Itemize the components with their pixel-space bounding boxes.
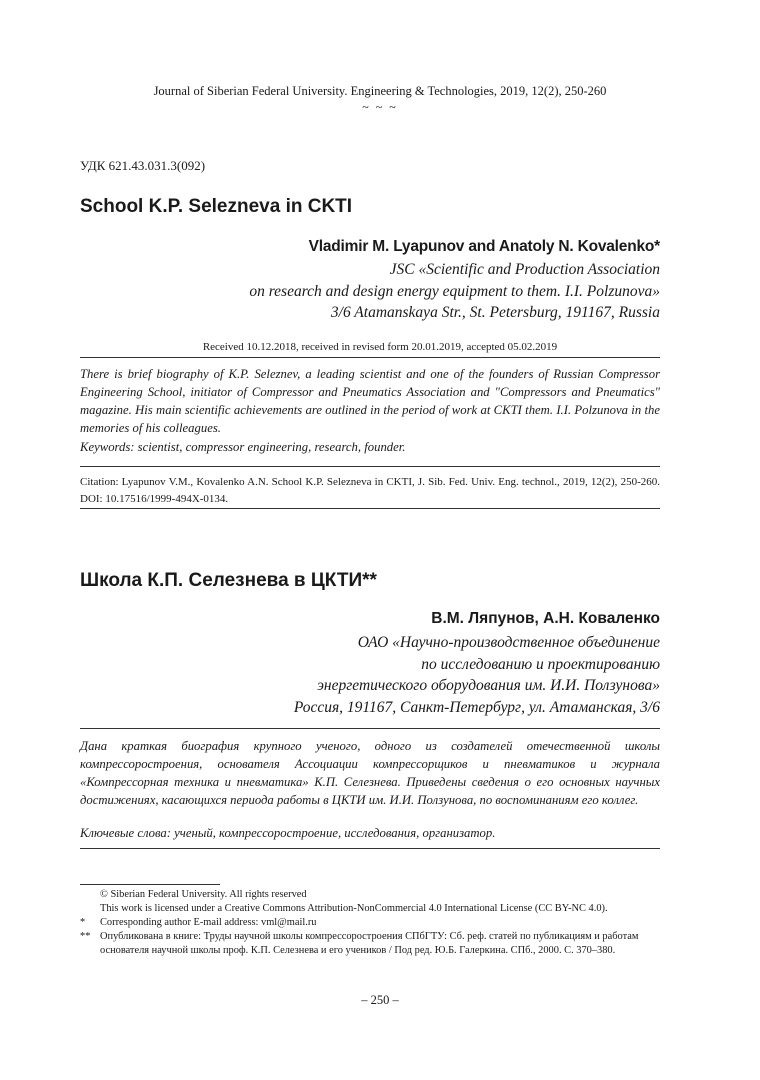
- divider: [80, 466, 660, 467]
- footnote-text: This work is licensed under a Creative Commons Attribution-NonCommercial 4.0 International License (CC BY-NC 4.0).: [100, 903, 608, 914]
- footnotes: [80, 888, 660, 958]
- affiliation-line: on research and design energy equipment to them. I.I. Polzunova»: [249, 282, 660, 300]
- affiliation-line: по исследованию и проектированию: [421, 655, 660, 673]
- citation: Citation: Lyapunov V.M., Kovalenko A.N. School K.P. Selezneva in CKTI, J. Sib. Fed. Univ. Eng. technol., 2019, 12(2), 250-260. DOI: 10.17516/1999-494X-0134.: [80, 476, 660, 505]
- footnote-divider: [80, 884, 220, 885]
- russian-abstract: Дана краткая биография крупного ученого, одного из создателей отечественной школы компрессоростроения, основателя Ассоциации компрессорщиков и пневматиков и журнала «Компрессорная техника и пневматика» К.П. Селезнева. Приведены сведения о его основных научных достижениях, касающихся периода работы в ЦКТИ им. И.И. Ползунова, по воспоминаниям его коллег.: [80, 739, 660, 807]
- english-affiliation: [249, 259, 660, 324]
- english-title: School K.P. Selezneva in CKTI: [80, 196, 353, 217]
- affiliation-line: энергетического оборудования им. И.И. Ползунова»: [317, 677, 660, 694]
- affiliation-line: JSC «Scientific and Production Association: [389, 261, 660, 278]
- divider: [80, 508, 660, 509]
- english-keywords: Keywords: scientist, compressor engineering, research, founder.: [80, 440, 406, 454]
- russian-authors: В.М. Ляпунов, А.Н. Коваленко: [431, 610, 660, 627]
- divider: [80, 728, 660, 729]
- footnote: [80, 916, 660, 930]
- journal-header: Journal of Siberian Federal University. Engineering & Technologies, 2019, 12(2), 250-260: [153, 84, 607, 98]
- affiliation-line: 3/6 Atamanskaya Str., St. Petersburg, 191167, Russia: [330, 304, 660, 321]
- header-separator: ~ ~ ~: [362, 100, 398, 114]
- english-abstract: There is brief biography of K.P. Seleznev, a leading scientist and one of the founders of Russian Compressor Engineering School, initiator of Compressor and Pneumatics Association and "Compressors and Pneumatics" magazine. His main scientific achievements are outlined in the period of work at CKTI them. I.I. Polzunova in the memories of his colleagues.: [80, 367, 660, 435]
- footnote: [80, 888, 660, 902]
- footnote: [80, 902, 660, 916]
- affiliation-line: ОАО «Научно-производственное объединение: [357, 634, 660, 651]
- footnote-mark: **: [80, 931, 91, 942]
- received-dates: Received 10.12.2018, received in revised form 20.01.2019, accepted 05.02.2019: [202, 341, 558, 353]
- footnote: [80, 930, 660, 958]
- footnote-text: Опубликована в книге: Труды научной школы компрессоростроения СПбГТУ: Сб. реф. статей по публикациям и работам основателя научной школы проф. К.П. Селезнева и его учеников / Под ред. Ю.Б. Галеркина. СПб., 2000. С. 370–380.: [100, 931, 639, 956]
- russian-keywords: Ключевые слова: ученый, компрессоростроение, исследования, организатор.: [80, 826, 496, 840]
- russian-title: Школа К.П. Селезнева в ЦКТИ**: [80, 570, 377, 591]
- footnote-mark: [80, 888, 100, 902]
- footnote-text: Corresponding author E-mail address: vml@mail.ru: [100, 917, 317, 928]
- footnote-mark: *: [80, 917, 86, 928]
- divider: [80, 848, 660, 849]
- affiliation-line: Россия, 191167, Санкт-Петербург, ул. Атаманская, 3/6: [293, 698, 660, 716]
- page-number: – 250 –: [361, 993, 399, 1007]
- footnote-mark: [80, 902, 100, 916]
- divider: [80, 357, 660, 358]
- udk-code: УДК 621.43.031.3(092): [80, 158, 206, 173]
- footnote-text: © Siberian Federal University. All rights reserved: [100, 889, 307, 900]
- russian-affiliation: [294, 632, 660, 718]
- english-authors: Vladimir M. Lyapunov and Anatoly N. Kovalenko*: [308, 238, 660, 255]
